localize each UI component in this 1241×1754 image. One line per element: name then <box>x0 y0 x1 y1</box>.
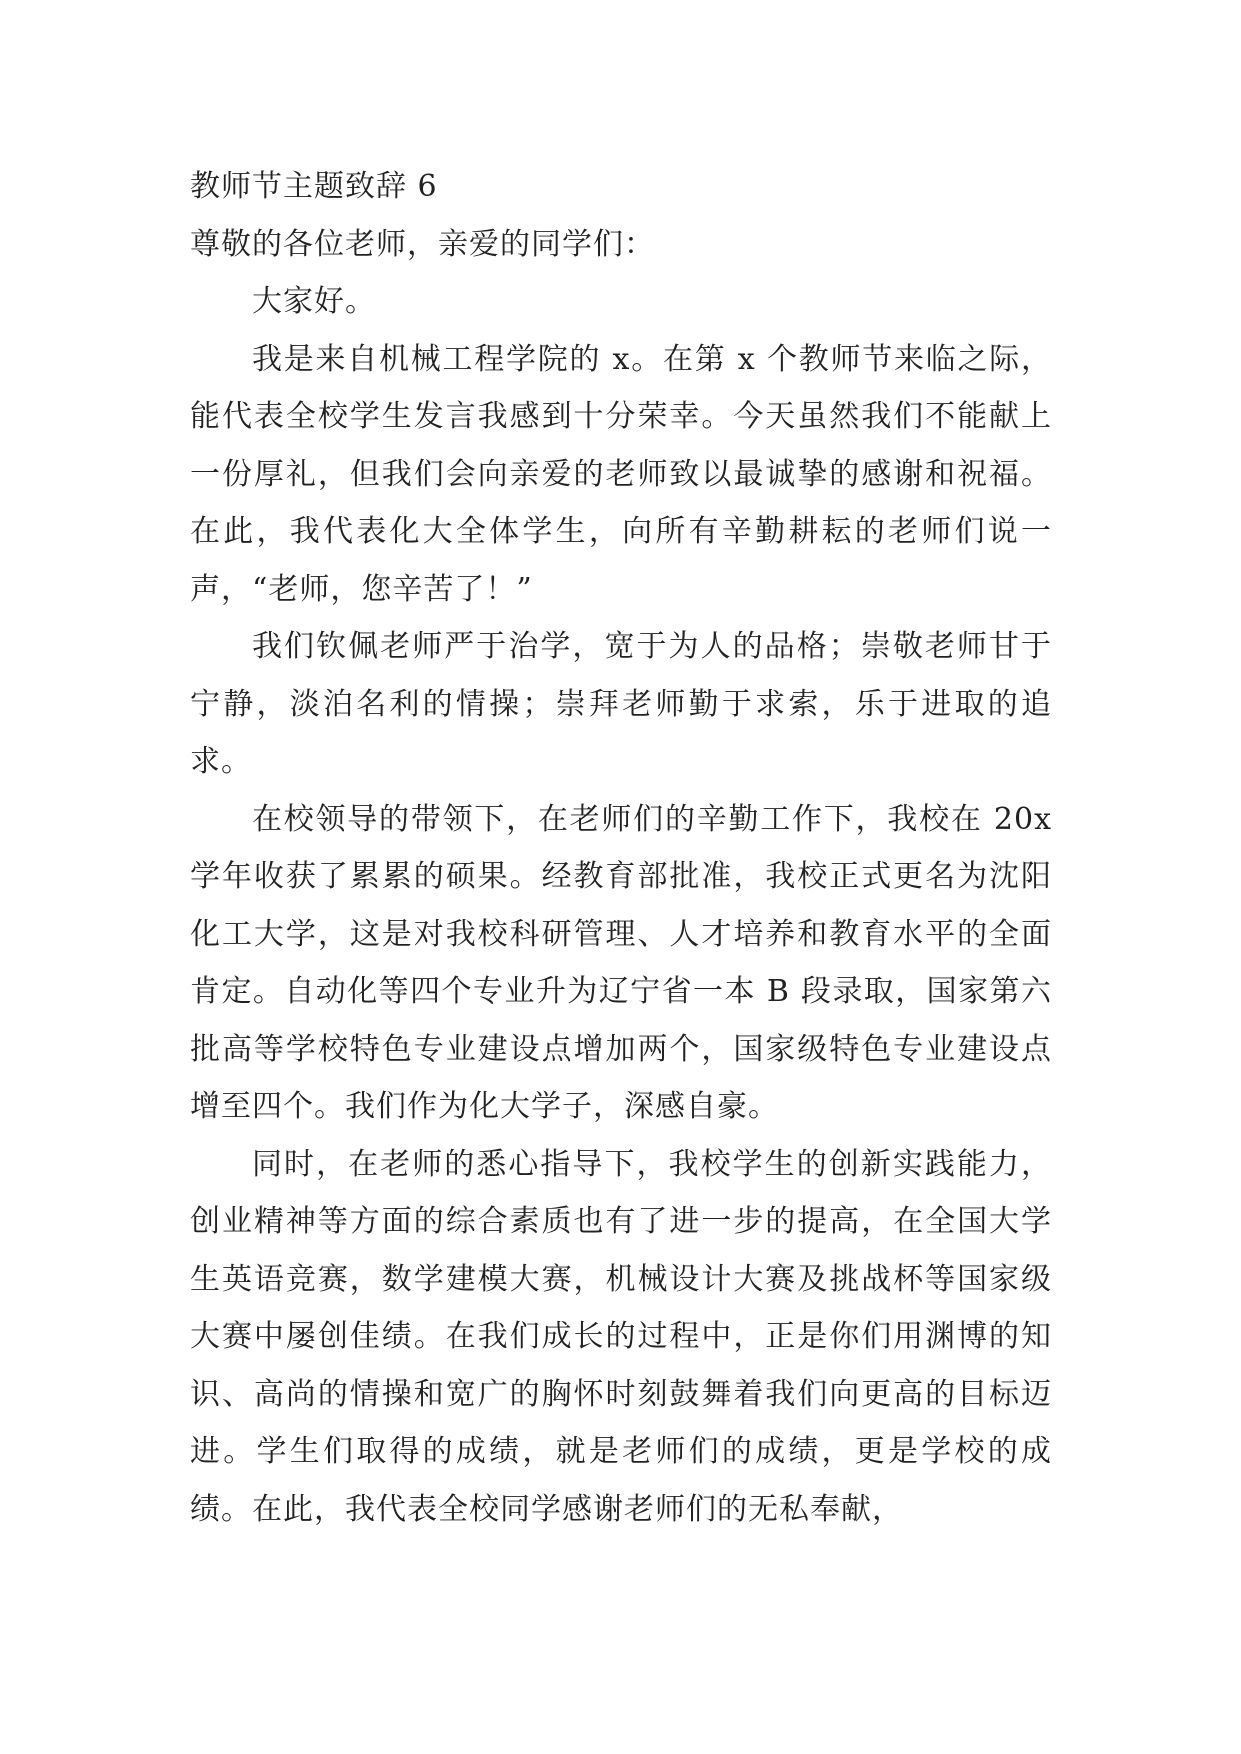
paragraph-achievements: 在校领导的带领下，在老师们的辛勤工作下，我校在 20x 学年收获了累累的硕果。经教育部批准，我校正式更名为沈阳化工大学，这是对我校科研管理、人才培养和教育水平的全面肯定。自动化等四个专业升为辽宁省一本 B 段录取，国家第六批高等学校特色专业建设点增加两个，国家级特色专业建设点增至四个。我们作为化大学子，深感自豪。 <box>190 801 1052 1124</box>
paragraph-introduction: 我是来自机械工程学院的 x。在第 x 个教师节来临之际，能代表全校学生发言我感到十分荣幸。今天虽然我们不能献上一份厚礼，但我们会向亲爱的老师致以最诚挚的感谢和祝福。在此，我代表化大全体学生，向所有辛勤耕耘的老师们说一声，“老师，您辛苦了！” <box>190 341 1052 607</box>
document-title: 教师节主题致辞 6 <box>190 169 438 204</box>
paragraph-student-growth: 同时，在老师的悉心指导下，我校学生的创新实践能力，创业精神等方面的综合素质也有了进一步的提高，在全国大学生英语竞赛，数学建模大赛，机械设计大赛及挑战杯等国家级大赛中屡创佳绩。在我们成长的过程中，正是你们用渊博的知识、高尚的情操和宽广的胸怀时刻鼓舞着我们向更高的目标迈进。学生们取得的成绩，就是老师们的成绩，更是学校的成绩。在此，我代表全校同学感谢老师们的无私奉献， <box>190 1146 1052 1527</box>
paragraph-greeting: 大家好。 <box>252 284 376 319</box>
paragraph-admiration: 我们钦佩老师严于治学，宽于为人的品格；崇敬老师甘于宁静，淡泊名利的情操；崇拜老师勤于求索，乐于进取的追求。 <box>190 629 1052 779</box>
salutation: 尊敬的各位老师，亲爱的同学们： <box>190 226 655 262</box>
document-body <box>190 158 1052 1538</box>
